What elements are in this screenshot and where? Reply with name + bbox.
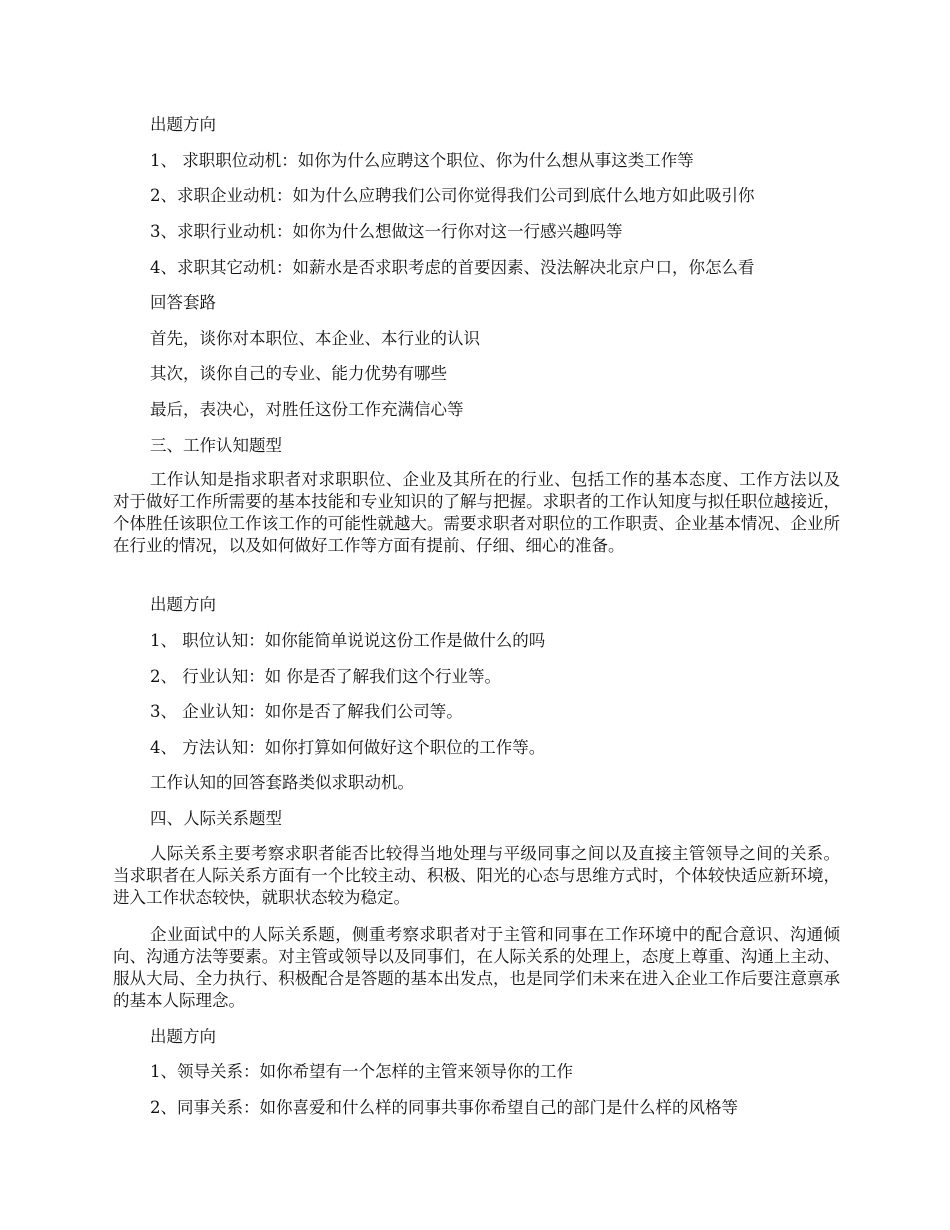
text-line: 工作认知的回答套路类似求职动机。 (150, 773, 414, 792)
section-heading: 回答套路 (150, 293, 216, 312)
list-item: 2、同事关系：如你喜爱和什么样的同事共事你希望自己的部门是什么样的风格等 (150, 1098, 738, 1117)
text-line: 首先，谈你对本职位、本企业、本行业的认识 (150, 329, 480, 348)
paragraph: 工作认知是指求职者对求职职位、企业及其所在的行业、包括工作的基本态度、工作方法以及对于做好工作所需要的基本技能和专业知识的了解与把握。求职者的工作认知度与拟任职位越接近，个体胜任该职位工作该工作的可能性就越大。需要求职者对职位的工作职责、企业基本情况、企业所在行业的情况，以及如何做好工作等方面有提前、仔细、细心的准备。 (113, 470, 840, 555)
list-item: 4、 方法认知：如你打算如何做好这个职位的工作等。 (150, 738, 546, 757)
section-heading: 出题方向 (150, 595, 216, 614)
list-item: 1、领导关系：如你希望有一个怎样的主管来领导你的工作 (150, 1062, 573, 1081)
list-item: 2、 行业认知：如 你是否了解我们这个行业等。 (150, 667, 501, 686)
paragraph: 企业面试中的人际关系题，侧重考察求职者对于主管和同事在工作环境中的配合意识、沟通倾向、沟通方法等要素。对主管或领导以及同事们，在人际关系的处理上，态度上尊重、沟通上主动、服从大局、全力执行、积极配合是答题的基本出发点，也是同学们未来在进入企业工作后要注意禀承的基本人际理念。 (113, 925, 840, 1010)
list-item: 3、求职行业动机：如你为什么想做这一行你对这一行感兴趣吗等 (150, 222, 623, 241)
list-item: 2、求职企业动机：如为什么应聘我们公司你觉得我们公司到底什么地方如此吸引你 (150, 186, 755, 205)
text-line: 其次，谈你自己的专业、能力优势有哪些 (150, 364, 447, 383)
section-title: 四、人际关系题型 (150, 809, 282, 828)
list-item: 1、 求职职位动机：如你为什么应聘这个职位、你为什么想从事这类工作等 (150, 151, 694, 170)
text-line: 最后，表决心，对胜任这份工作充满信心等 (150, 400, 464, 419)
section-heading: 出题方向 (150, 115, 216, 134)
list-item: 3、 企业认知：如你是否了解我们公司等。 (150, 702, 463, 721)
list-item: 1、 职位认知：如你能简单说说这份工作是做什么的吗 (150, 631, 546, 650)
section-title: 三、工作认知题型 (150, 436, 282, 455)
section-heading: 出题方向 (150, 1027, 216, 1046)
list-item: 4、求职其它动机：如薪水是否求职考虑的首要因素、没法解决北京户口，你怎么看 (150, 258, 755, 277)
paragraph: 人际关系主要考察求职者能否比较得当地处理与平级同事之间以及直接主管领导之间的关系。当求职者在人际关系方面有一个比较主动、积极、阳光的心态与思维方式时，个体较快适应新环境，进入工作状态较快，就职状态较为稳定。 (113, 844, 840, 907)
